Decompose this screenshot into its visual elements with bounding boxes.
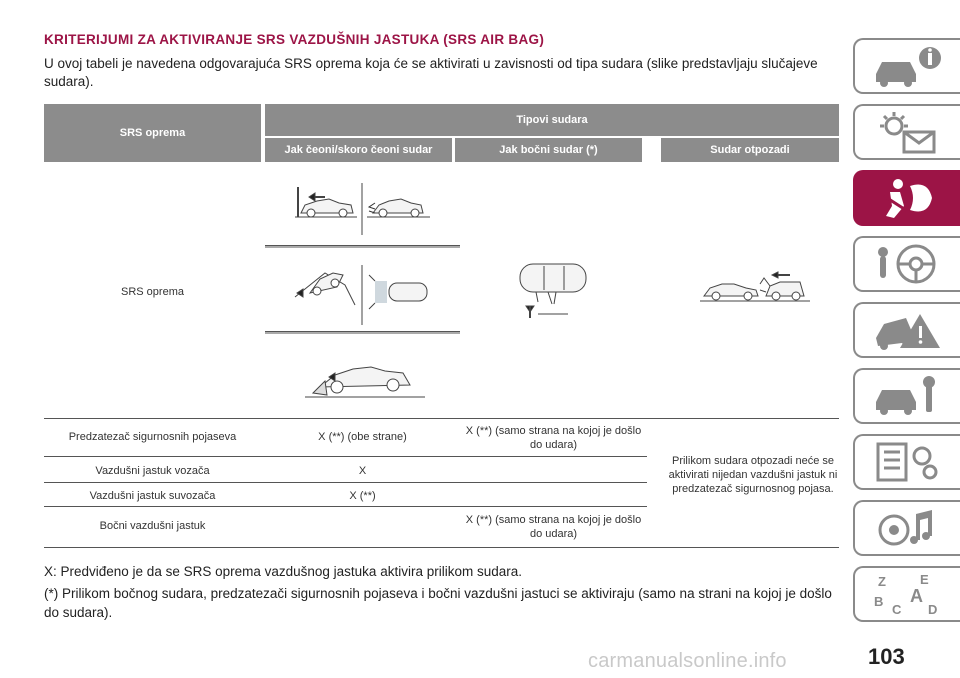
index-letter-b: B [873, 594, 883, 609]
safety-airbag-icon [870, 176, 946, 220]
index-icon [870, 572, 946, 616]
sidebar-tab-start-driving[interactable] [853, 236, 960, 292]
side-crash-drawing [508, 258, 598, 318]
illustration-row-label: SRS oprema [121, 286, 184, 298]
header-collision-types-label: Tipovi sudara [516, 114, 588, 126]
sidebar-tab-emergency[interactable] [853, 302, 960, 358]
rear-collision-note: Prilikom sudara otpozadi neće se aktivirati nijedan vazdušni jastuk ni predzatezač sigurnosnog pojasa. [668, 455, 838, 495]
table-row-divider-1 [44, 456, 647, 457]
row-label-1: Vazdušni jastuk vozača [95, 465, 210, 477]
header-srs-equipment [44, 104, 261, 162]
header-front-collision [265, 138, 452, 162]
multimedia-icon [870, 506, 946, 550]
header-front-label: Jak čeoni/skoro čeoni sudar [284, 144, 433, 156]
sidebar-tab-index[interactable] [853, 566, 960, 622]
sidebar-tab-multimedia[interactable] [853, 500, 960, 556]
row-label-2: Vazdušni jastuk suvozača [89, 490, 216, 502]
technical-data-icon [870, 440, 946, 484]
header-rear-label: Sudar otpozadi [710, 144, 790, 156]
table-row-divider-0 [44, 418, 839, 419]
steering-key-icon [870, 242, 946, 286]
header-side-label: Jak bočni sudar (*) [499, 144, 598, 156]
watermark: carmanualsonline.info [588, 650, 787, 672]
sidebar-tab-maintenance[interactable] [853, 368, 960, 424]
index-letter-d: D [927, 602, 937, 616]
index-letter-a: A [909, 586, 923, 606]
rear-collision-illustration [700, 266, 810, 306]
index-letter-z: Z [877, 574, 886, 589]
sidebar-tab-warning-lights[interactable] [853, 104, 960, 160]
row-front-2: X (**) [349, 490, 376, 502]
front-collision-illustrations [265, 175, 460, 410]
row-label-3: Bočni vazdušni jastuk [99, 520, 206, 532]
intro-paragraph: U ovoj tabeli je navedena odgovarajuća SRS oprema koja će se aktivirati u zavisnosti od tipa sudara (slike predstavljaju slučajeve sudara). [44, 56, 818, 89]
row-front-1: X [358, 465, 367, 477]
row-side-0: X (**) (samo strana na kojoj je došlo do udara) [465, 425, 642, 451]
table-row-divider-2 [44, 482, 647, 483]
footnote-x: X: Predviđeno je da se SRS oprema vazdušnog jastuka aktivira prilikom sudara. [44, 564, 522, 579]
index-letter-e: E [919, 572, 929, 587]
footnote-star: (*) Prilikom bočnog sudara, predzatezači sigurnosnih pojaseva i bočni vazdušni jastuci se aktiviraju (samo na strani na kojoj je došlo do sudara). [44, 586, 832, 620]
front-crash-drawings [265, 175, 460, 410]
page-number: 103 [868, 644, 905, 669]
emergency-icon [870, 308, 946, 352]
section-heading: KRITERIJUMI ZA AKTIVIRANJE SRS VAZDUŠNIH JASTUKA (SRS AIR BAG) [44, 32, 545, 47]
warning-lights-icon [870, 110, 946, 154]
header-srs-equipment-label: SRS oprema [119, 127, 186, 139]
table-bottom-line [44, 547, 839, 548]
index-letter-c: C [891, 602, 901, 616]
side-collision-illustration [508, 258, 598, 318]
row-label-0: Predzatezač sigurnosnih pojaseva [68, 431, 237, 443]
header-side-collision [455, 138, 642, 162]
maintenance-icon [870, 374, 946, 418]
rear-crash-drawing [700, 266, 810, 306]
row-front-0: X (**) (obe strane) [318, 431, 407, 443]
sidebar-tab-technical-data[interactable] [853, 434, 960, 490]
sidebar-tab-car-info[interactable] [853, 38, 960, 94]
car-info-icon [870, 44, 946, 88]
table-row-divider-3 [44, 506, 647, 507]
front-illus-divider-2 [265, 331, 460, 332]
header-rear-collision [661, 138, 839, 162]
sidebar-tab-safety[interactable] [853, 170, 960, 226]
header-collision-types [265, 104, 839, 136]
row-side-3: X (**) (samo strana na kojoj je došlo do udara) [465, 514, 642, 540]
front-illus-divider-1 [265, 245, 460, 246]
